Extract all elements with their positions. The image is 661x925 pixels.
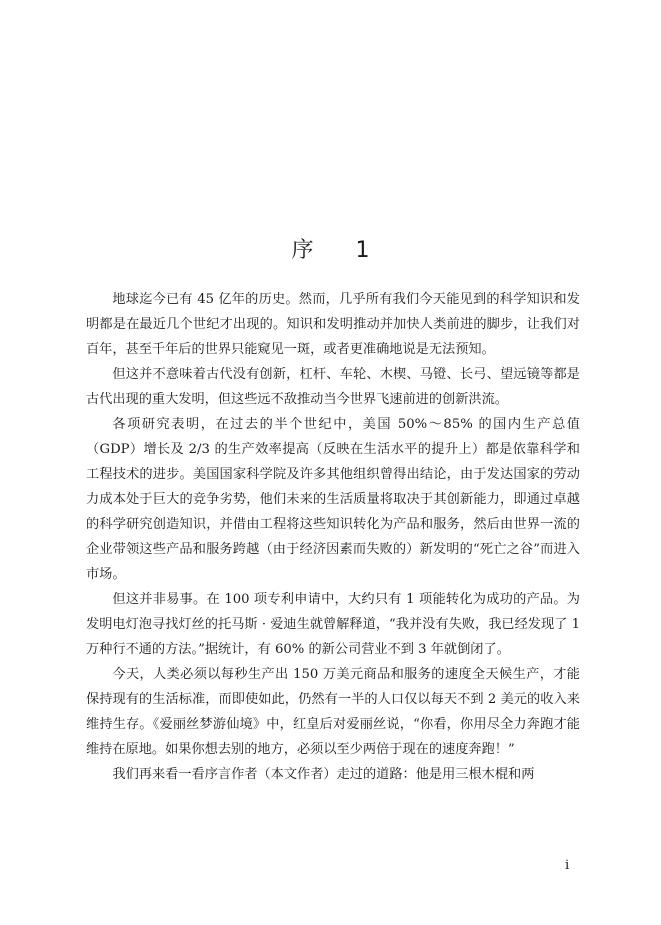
body-text: [86, 287, 580, 787]
paragraph: 但这并非易事。在 100 项专利申请中，大约只有 1 项能转化为成功的产品。为发明电灯泡寻找灯丝的托马斯 · 爱迪生就曾解释道，“我并没有失败，我已经发现了 1 万种行不通的方法。”据统计，有 60% 的新公司营业不到 3 年就倒闭了。: [86, 592, 580, 657]
paragraph: 但这并不意味着古代没有创新，杠杆、车轮、木楔、马镫、长弓、望远镜等都是古代出现的重大发明，但这些远不敌推动当今世界飞速前进的创新洪流。: [86, 367, 580, 407]
paragraph: 各项研究表明，在过去的半个世纪中，美国 50%～85% 的国内生产总值（GDP）增长及 2/3 的生产效率提高（反映在生活水平的提升上）都是依靠科学和工程技术的进步。美国国家科学院及许多其他组织曾得出结论，由于发达国家的劳动力成本处于巨大的竞争劣势，他们未来的生活质量将取决于其创新能力，即通过卓越的科学研究创造知识，并借由工程将这些知识转化为产品和服务，然后由世界一流的企业带领这些产品和服务跨越（由于经济因素而失败的）新发明的“死亡之谷”而进入市场。: [86, 417, 580, 582]
paragraph: 我们再来看一看序言作者（本文作者）走过的道路：他是用三根木棍和两: [112, 767, 535, 782]
page-number: i: [565, 858, 570, 873]
paragraph: 今天，人类必须以每秒生产出 150 万美元商品和服务的速度全天候生产，才能保持现有的生活标准，而即使如此，仍然有一半的人口仅以每天不到 2 美元的收入来维持生存。《爱丽丝梦游仙境》中，红皇后对爱丽丝说，“你看，你用尽全力奔跑才能维持在原地。如果你想去别的地方，必须以至少两倍于现在的速度奔跑！”: [86, 667, 580, 757]
title-number: 1: [355, 238, 370, 263]
title-char: 序: [291, 238, 314, 263]
page-title: [0, 236, 661, 266]
paragraph: 地球迄今已有 45 亿年的历史。然而，几乎所有我们今天能见到的科学知识和发明都是在最近几个世纪才出现的。知识和发明推动并加快人类前进的脚步，让我们对百年，甚至千年后的世界只能窥见一斑，或者更准确地说是无法预知。: [86, 292, 580, 357]
